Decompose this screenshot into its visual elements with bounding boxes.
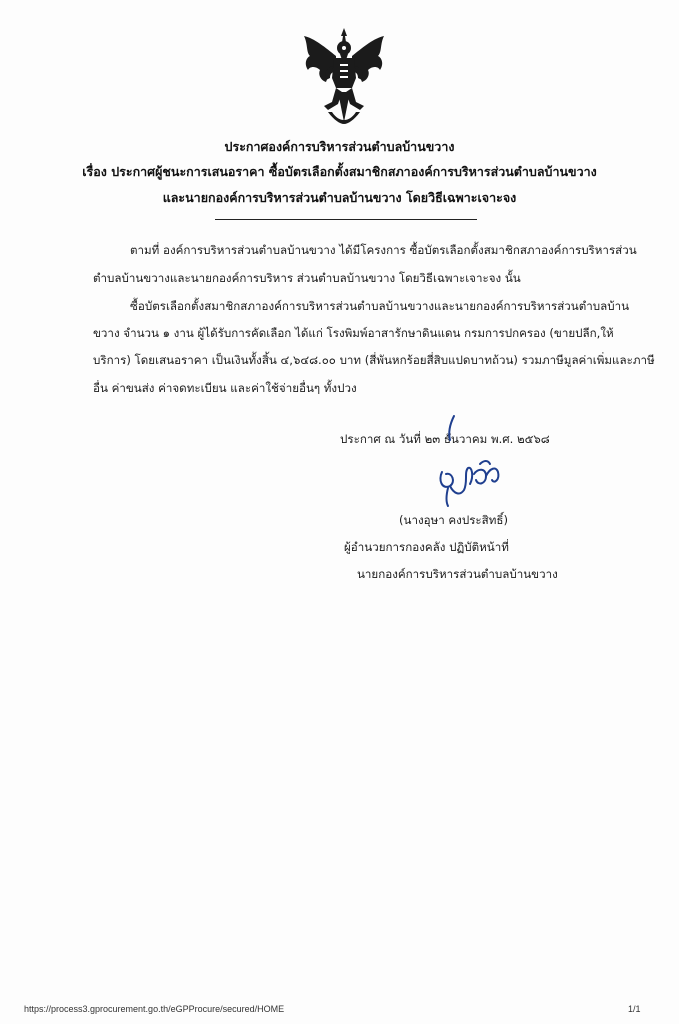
paragraph-2-line-4: อื่น ค่าขนส่ง ค่าจดทะเบียน และค่าใช้จ่ายอื่นๆ ทั้งปวง: [93, 381, 357, 395]
document-subject-continued: และนายกองค์การบริหารส่วนตำบลบ้านขวาง โดยวิธีเฉพาะเจาะจง: [162, 190, 517, 205]
title-divider: [215, 219, 477, 220]
paragraph-2-line-3: บริการ) โดยเสนอราคา เป็นเงินทั้งสิ้น ๔,๖๔๘.๐๐ บาท (สี่พันหกร้อยสี่สิบแปดบาทถ้วน) รวมภาษีมูลค่าเพิ่มและภาษี: [93, 353, 655, 367]
handwritten-signature-icon: [424, 410, 564, 510]
document-subject: เรื่อง ประกาศผู้ชนะการเสนอราคา ซื้อบัตรเลือกตั้งสมาชิกสภาองค์การบริหารส่วนตำบลบ้านขวาง: [82, 164, 597, 179]
footer-page-number: 1/1: [628, 1004, 641, 1014]
garuda-emblem-icon: [296, 26, 392, 126]
paragraph-2-line-1: ซื้อบัตรเลือกตั้งสมาชิกสภาองค์การบริหารส่วนตำบลบ้านขวางและนายกองค์การบริหารส่วนตำบลบ้าน: [130, 299, 630, 313]
signatory-acting-position: นายกองค์การบริหารส่วนตำบลบ้านขวาง: [357, 567, 558, 581]
paragraph-2-line-2: ขวาง จำนวน ๑ งาน ผู้ได้รับการคัดเลือก ได้แก่ โรงพิมพ์อาสารักษาดินแดน กรมการปกครอง (ขายปลีก,ให้: [93, 326, 614, 340]
footer-url: https://process3.gprocurement.go.th/eGPProcure/secured/HOME: [24, 1004, 285, 1014]
paragraph-1-line-1: ตามที่ องค์การบริหารส่วนตำบลบ้านขวาง ได้มีโครงการ ซื้อบัตรเลือกตั้งสมาชิกสภาองค์การบริหารส่วน: [130, 243, 637, 257]
announcement-date: ประกาศ ณ วันที่ ๒๓ ธันวาคม พ.ศ. ๒๕๖๘: [340, 432, 550, 446]
document-title: ประกาศองค์การบริหารส่วนตำบลบ้านขวาง: [224, 139, 455, 154]
signatory-name: (นางอุษา คงประสิทธิ์): [399, 513, 508, 527]
paragraph-1-line-2: ตำบลบ้านขวางและนายกองค์การบริหาร ส่วนตำบลบ้านขวาง โดยวิธีเฉพาะเจาะจง นั้น: [93, 271, 521, 285]
signatory-position: ผู้อำนวยการกองคลัง ปฏิบัติหน้าที่: [344, 540, 509, 554]
